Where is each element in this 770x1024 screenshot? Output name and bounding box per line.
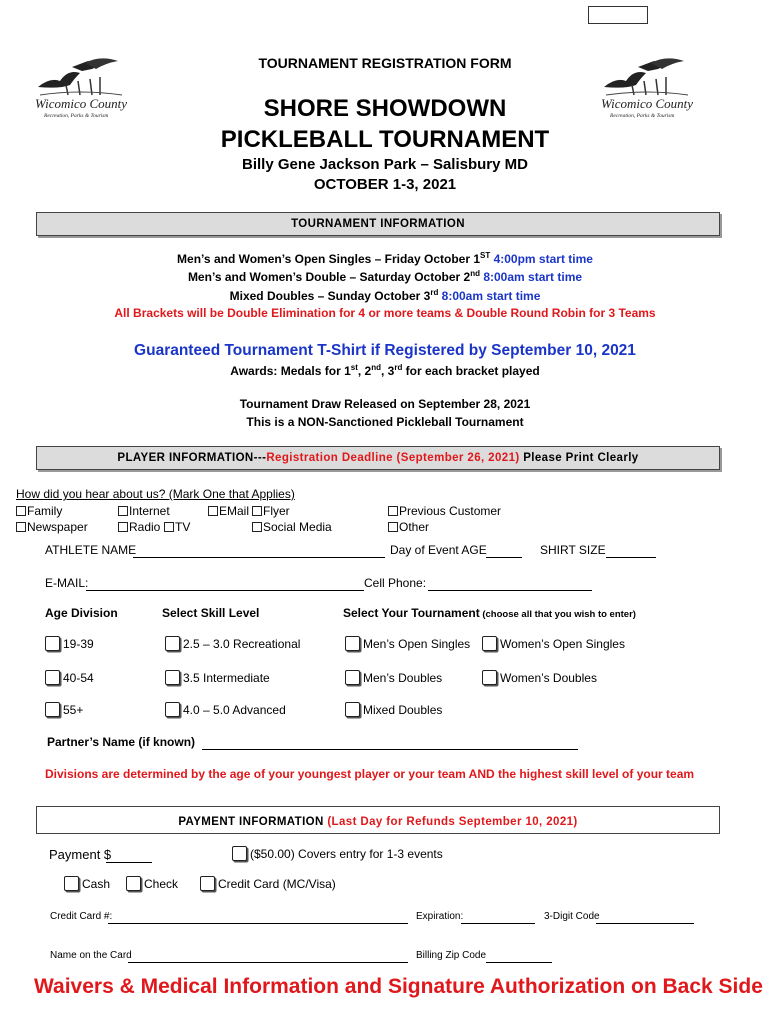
zip-label: Billing Zip Code (416, 950, 487, 961)
cell-phone-field[interactable] (428, 576, 592, 591)
skill-level-header: Select Skill Level (162, 606, 260, 620)
checkbox-icon[interactable] (232, 846, 247, 861)
select-tournament-header: Select Your Tournament (choose all that you wish to enter) (343, 606, 636, 620)
name-on-card-field[interactable] (128, 950, 408, 963)
event-womens-doubles[interactable]: Women’s Doubles (482, 670, 597, 685)
awards-line: Awards: Medals for 1st, 2nd, 3rd for each bracket played (230, 363, 540, 378)
footer-notice: Waivers & Medical Information and Signature Authorization on Back Side (34, 975, 763, 998)
checkbox-icon[interactable] (252, 506, 262, 516)
event-mens-open-singles[interactable]: Men’s Open Singles (345, 636, 470, 651)
event-title-line1: SHORE SHOWDOWN (263, 95, 507, 122)
zip-field[interactable] (486, 950, 552, 963)
partner-label: Partner’s Name (if known) (47, 735, 196, 749)
option-internet[interactable]: Internet (118, 504, 170, 518)
age-option-19-39[interactable]: 19-39 (45, 636, 94, 651)
corner-box (588, 6, 648, 24)
checkbox-icon[interactable] (165, 670, 180, 685)
expiration-label: Expiration: (416, 911, 464, 922)
skill-option-advanced[interactable]: 4.0 – 5.0 Advanced (165, 702, 286, 717)
payment-header: PAYMENT INFORMATION (Last Day for Refunds September 10, 2021) (36, 806, 720, 834)
skill-option-intermediate[interactable]: 3.5 Intermediate (165, 670, 270, 685)
checkbox-icon[interactable] (345, 636, 360, 651)
hear-question: How did you hear about us? (Mark One that Applies) (16, 487, 295, 501)
nonsanctioned-line: This is a NON-Sanctioned Pickleball Tournament (246, 415, 524, 429)
checkbox-icon[interactable] (126, 876, 141, 891)
logo-name: Wicomico County (601, 96, 694, 111)
pay-cash[interactable]: Cash (64, 876, 110, 891)
tshirt-line: Guaranteed Tournament T-Shirt if Registered by September 10, 2021 (134, 342, 636, 359)
expiration-field[interactable] (461, 911, 535, 924)
option-email[interactable]: EMail (208, 504, 249, 518)
singles-line: Men’s and Women’s Open Singles – Friday October 1ST 4:00pm start time (177, 251, 593, 266)
name-on-card-label: Name on the Card (50, 950, 132, 961)
checkbox-icon[interactable] (345, 702, 360, 717)
option-radio[interactable]: Radio (118, 520, 160, 534)
cc-number-label: Credit Card #: (50, 911, 113, 922)
checkbox-icon[interactable] (118, 506, 128, 516)
logo-name: Wicomico County (35, 96, 128, 111)
cvv-label: 3-Digit Code (544, 911, 600, 922)
checkbox-icon[interactable] (482, 670, 497, 685)
checkbox-icon[interactable] (165, 636, 180, 651)
checkbox-icon[interactable] (118, 522, 128, 532)
event-mens-doubles[interactable]: Men’s Doubles (345, 670, 442, 685)
pay-check[interactable]: Check (126, 876, 178, 891)
day-age-label: Day of Event AGE (390, 543, 487, 557)
brackets-line: All Brackets will be Double Elimination for 4 or more teams & Double Round Robin for 3 Teams (114, 306, 656, 320)
checkbox-icon[interactable] (388, 506, 398, 516)
pay-credit-card[interactable]: Credit Card (MC/Visa) (200, 876, 336, 891)
logo-tagline: Recreation, Parks & Tourism (44, 113, 109, 119)
skill-option-recreational[interactable]: 2.5 – 3.0 Recreational (165, 636, 300, 651)
fee-option[interactable]: ($50.00) Covers entry for 1-3 events (232, 846, 443, 861)
mixed-line: Mixed Doubles – Sunday October 3rd 8:00am start time (229, 288, 541, 303)
checkbox-icon[interactable] (164, 522, 174, 532)
shirt-size-label: SHIRT SIZE (540, 543, 606, 557)
draw-line: Tournament Draw Released on September 28, 2021 (239, 397, 531, 411)
event-dates: OCTOBER 1-3, 2021 (313, 176, 457, 193)
checkbox-icon[interactable] (16, 506, 26, 516)
cc-number-field[interactable] (108, 911, 408, 924)
option-other[interactable]: Other (388, 520, 429, 534)
option-social[interactable]: Social Media (252, 520, 332, 534)
checkbox-icon[interactable] (345, 670, 360, 685)
checkbox-icon[interactable] (45, 636, 60, 651)
age-division-header: Age Division (45, 606, 118, 620)
age-option-40-54[interactable]: 40-54 (45, 670, 94, 685)
tournament-info-header: TOURNAMENT INFORMATION (36, 212, 720, 236)
cell-phone-label: Cell Phone: (364, 576, 427, 590)
event-title-line2: PICKLEBALL TOURNAMENT (220, 126, 550, 153)
player-info-header: PLAYER INFORMATION---Registration Deadline (September 26, 2021) Please Print Clearly (36, 446, 720, 470)
checkbox-icon[interactable] (200, 876, 215, 891)
payment-amount-label: Payment $ (49, 847, 112, 862)
cvv-field[interactable] (596, 911, 694, 924)
doubles-line: Men’s and Women’s Double – Saturday October 2nd 8:00am start time (187, 269, 583, 284)
option-flyer[interactable]: Flyer (252, 504, 290, 518)
checkbox-icon[interactable] (45, 702, 60, 717)
checkbox-icon[interactable] (16, 522, 26, 532)
checkbox-icon[interactable] (64, 876, 79, 891)
checkbox-icon[interactable] (388, 522, 398, 532)
age-field[interactable] (486, 543, 522, 558)
payment-amount-field[interactable] (106, 847, 152, 863)
event-womens-open-singles[interactable]: Women’s Open Singles (482, 636, 625, 651)
option-previous[interactable]: Previous Customer (388, 504, 501, 518)
partner-field[interactable] (202, 735, 578, 750)
checkbox-icon[interactable] (45, 670, 60, 685)
athlete-name-label: ATHLETE NAME (45, 543, 137, 557)
age-option-55-plus[interactable]: 55+ (45, 702, 83, 717)
divisions-note: Divisions are determined by the age of your youngest player or your team AND the highest skill level of your team (45, 767, 695, 781)
checkbox-icon[interactable] (208, 506, 218, 516)
checkbox-icon[interactable] (165, 702, 180, 717)
athlete-name-field[interactable] (133, 543, 385, 558)
email-label: E-MAIL: (45, 576, 89, 590)
logo-tagline: Recreation, Parks & Tourism (610, 113, 675, 119)
email-field[interactable] (86, 576, 364, 591)
form-title: TOURNAMENT REGISTRATION FORM (258, 55, 512, 71)
option-family[interactable]: Family (16, 504, 62, 518)
event-mixed-doubles[interactable]: Mixed Doubles (345, 702, 442, 717)
shirt-size-field[interactable] (606, 543, 656, 558)
checkbox-icon[interactable] (252, 522, 262, 532)
option-newspaper[interactable]: Newspaper (16, 520, 88, 534)
option-tv[interactable]: TV (164, 520, 190, 534)
checkbox-icon[interactable] (482, 636, 497, 651)
event-location: Billy Gene Jackson Park – Salisbury MD (242, 156, 528, 173)
